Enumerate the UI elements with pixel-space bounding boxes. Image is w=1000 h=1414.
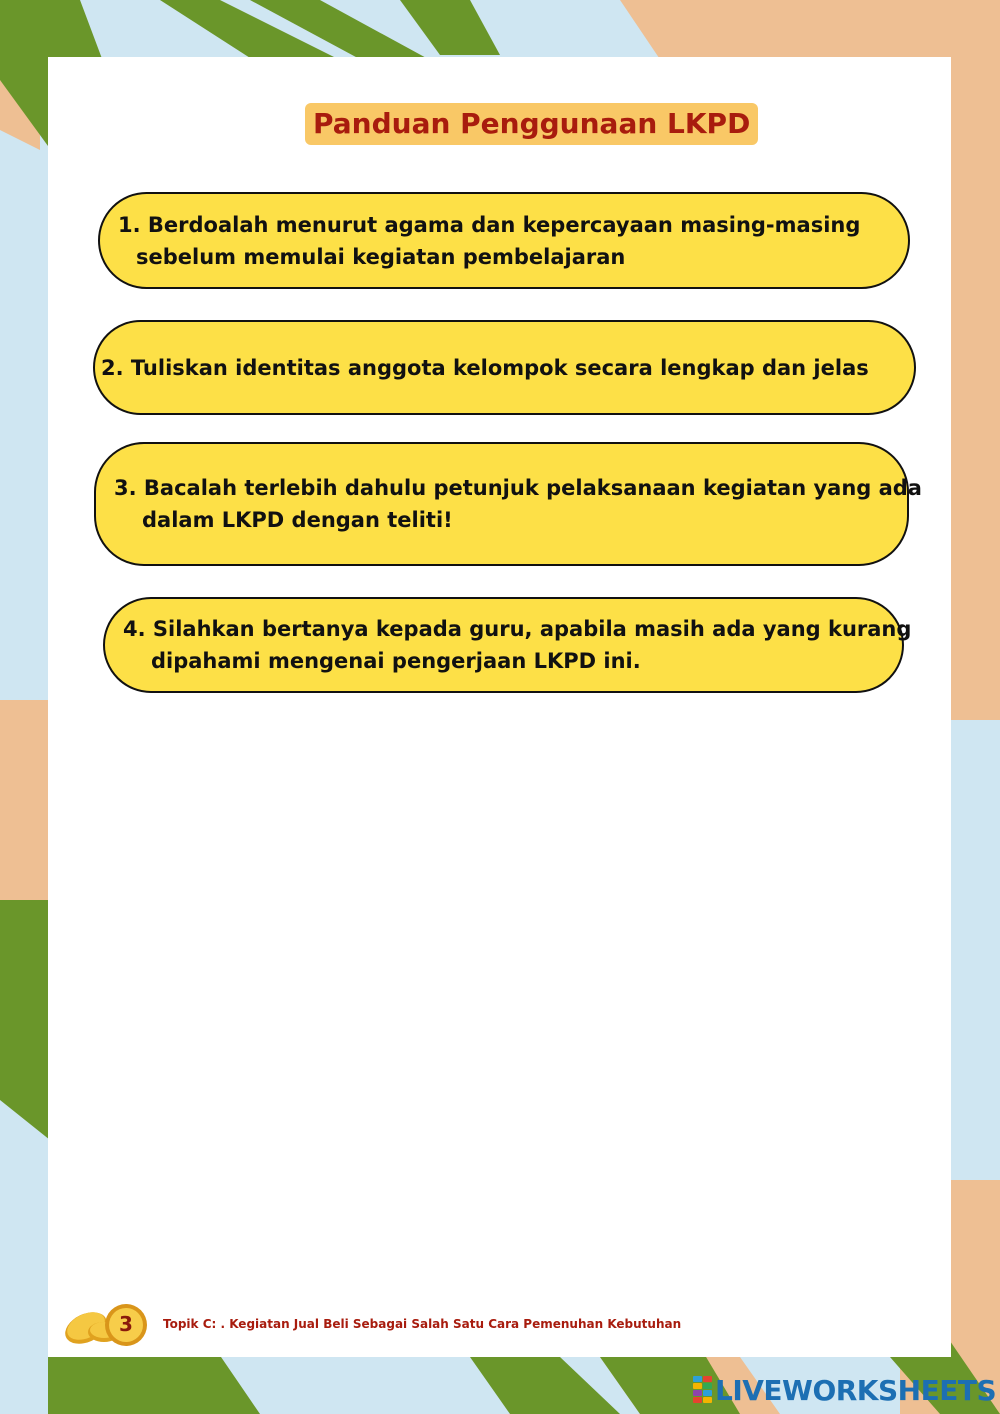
liveworksheets-watermark[interactable] bbox=[693, 1372, 996, 1408]
page-number: 3 bbox=[119, 1312, 133, 1336]
instruction-4-number: 4. bbox=[123, 617, 146, 641]
instruction-3-number: 3. bbox=[114, 476, 137, 500]
page-title: Panduan Penggunaan LKPD bbox=[305, 103, 758, 145]
instruction-1-line-2: sebelum memulai kegiatan pembelajaran bbox=[136, 244, 626, 269]
instruction-2-line-1: Tuliskan identitas anggota kelompok secara lengkap dan jelas bbox=[130, 355, 869, 380]
instruction-1-number: 1. bbox=[118, 212, 141, 237]
instruction-2-number: 2. bbox=[101, 355, 124, 380]
instruction-1-line-1: Berdoalah menurut agama dan kepercayaan masing-masing bbox=[147, 212, 861, 237]
footer-topic: Topik C: . Kegiatan Jual Beli Sebagai Salah Satu Cara Pemenuhan Kebutuhan bbox=[163, 1317, 682, 1331]
instruction-4 bbox=[103, 597, 912, 693]
instruction-2 bbox=[93, 320, 916, 415]
instruction-3-line-1: Bacalah terlebih dahulu petunjuk pelaksanaan kegiatan yang ada bbox=[143, 476, 922, 500]
brand-name: LIVEWORKSHEETS bbox=[715, 1373, 997, 1407]
liveworksheets-logo-icon bbox=[693, 1376, 713, 1404]
instruction-4-line-2: dipahami mengenai pengerjaan LKPD ini. bbox=[151, 649, 641, 673]
instruction-3-line-2: dalam LKPD dengan teliti! bbox=[142, 508, 453, 532]
instruction-3 bbox=[94, 442, 922, 566]
instruction-4-line-1: Silahkan bertanya kepada guru, apabila masih ada yang kurang bbox=[152, 617, 912, 641]
instruction-1 bbox=[98, 192, 910, 289]
